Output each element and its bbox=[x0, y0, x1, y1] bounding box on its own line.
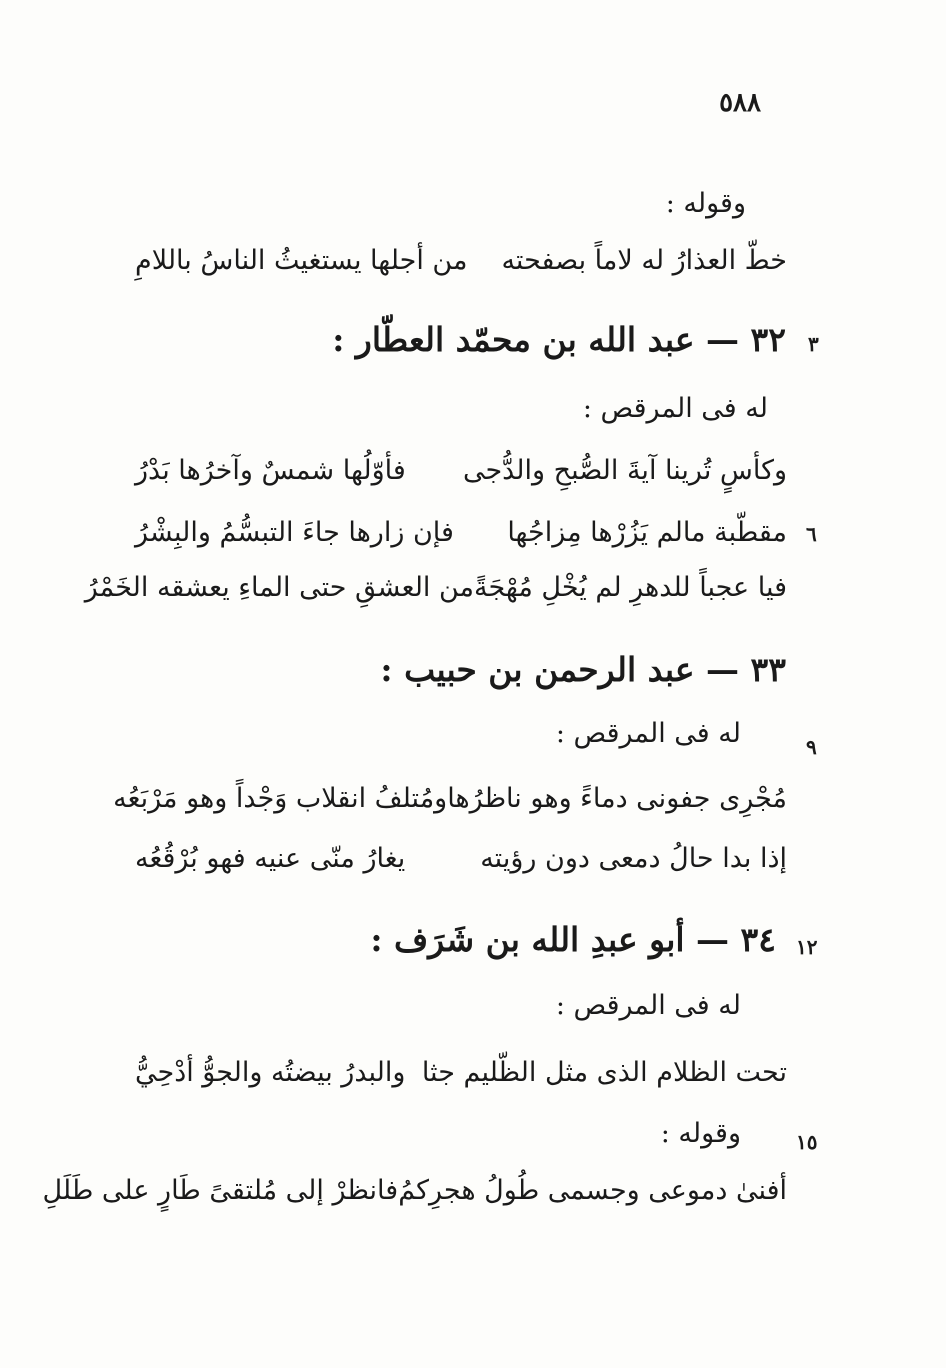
verse-second-hemistich: ومُتلفُ انقلاب وَجْداً وهو مَرْبَعُه bbox=[113, 782, 448, 814]
section-heading: ٣٤ — أبو عبدِ الله بن شَرَف : bbox=[370, 920, 776, 959]
verse-second-hemistich: يغارُ منّى عنيه فهو بُرْقُعُه bbox=[135, 842, 406, 874]
verse-first-hemistich: أفنىٰ دموعى وجسمى طُولُ هجرِكمُ bbox=[398, 1174, 787, 1206]
verse-line bbox=[135, 448, 787, 492]
intro-line: له فى المرقص : bbox=[582, 393, 768, 424]
verse-line bbox=[113, 776, 787, 820]
intro-line: له فى المرقص : bbox=[555, 990, 741, 1021]
verse-second-hemistich: فانظرْ إلى مُلتقىً طَارٍ على طَلَلِ bbox=[42, 1174, 399, 1206]
verse-line bbox=[135, 1050, 787, 1094]
verse-line bbox=[42, 1168, 787, 1212]
verse-line bbox=[135, 510, 787, 554]
verse-first-hemistich: مُجْرِى جفونى دماءً وهو ناظرُها bbox=[447, 782, 787, 814]
line-number: ٣ bbox=[808, 332, 819, 356]
page-number: ٥٨٨ bbox=[719, 88, 761, 118]
verse-second-hemistich: والبدرُ بيضتُه والجوُّ أدْحِيُّ bbox=[135, 1056, 406, 1088]
line-number: ١٥ bbox=[796, 1130, 818, 1154]
section-heading: ٣٣ — عبد الرحمن بن حبيب : bbox=[380, 650, 786, 689]
verse-line bbox=[135, 238, 787, 282]
line-number: ٩ bbox=[806, 735, 817, 759]
verse-first-hemistich: خطّ العذارُ له لاماً بصفحته bbox=[501, 244, 787, 276]
intro-line: له فى المرقص : bbox=[555, 718, 741, 749]
section-heading: ٣٢ — عبد الله بن محمّد العطّار : bbox=[332, 320, 786, 359]
verse-second-hemistich: من أجلها يستغيثُ الناسُ باللامِ bbox=[135, 244, 468, 276]
verse-first-hemistich: فيا عجباً للدهرِ لم يُخْلِ مُهْجَةً bbox=[474, 571, 787, 603]
verse-second-hemistich: فإن زارها جاءَ التبسُّمُ والبِشْرُ bbox=[135, 516, 454, 548]
line-number: ٦ bbox=[806, 522, 817, 546]
verse-first-hemistich: تحت الظلام الذى مثل الظّليم جثا bbox=[421, 1056, 787, 1088]
verse-line bbox=[84, 565, 787, 609]
verse-first-hemistich: وكأسٍ تُرينا آيةَ الصُّبحِ والدُّجى bbox=[462, 454, 787, 486]
verse-line bbox=[135, 836, 787, 880]
intro-line: وقوله : bbox=[660, 1118, 741, 1149]
verse-first-hemistich: مقطّبة مالم يَزُرْها مِزاجُها bbox=[507, 516, 787, 548]
verse-second-hemistich: من العشقِ حتى الماءِ يعشقه الخَمْرُ bbox=[84, 571, 475, 603]
verse-second-hemistich: فأوّلُها شمسٌ وآخرُها بَدْرُ bbox=[135, 454, 406, 486]
intro-line: وقوله : bbox=[665, 188, 746, 219]
line-number: ١٢ bbox=[796, 935, 818, 959]
verse-first-hemistich: إذا بدا حالُ دمعى دون رؤيته bbox=[480, 842, 787, 874]
